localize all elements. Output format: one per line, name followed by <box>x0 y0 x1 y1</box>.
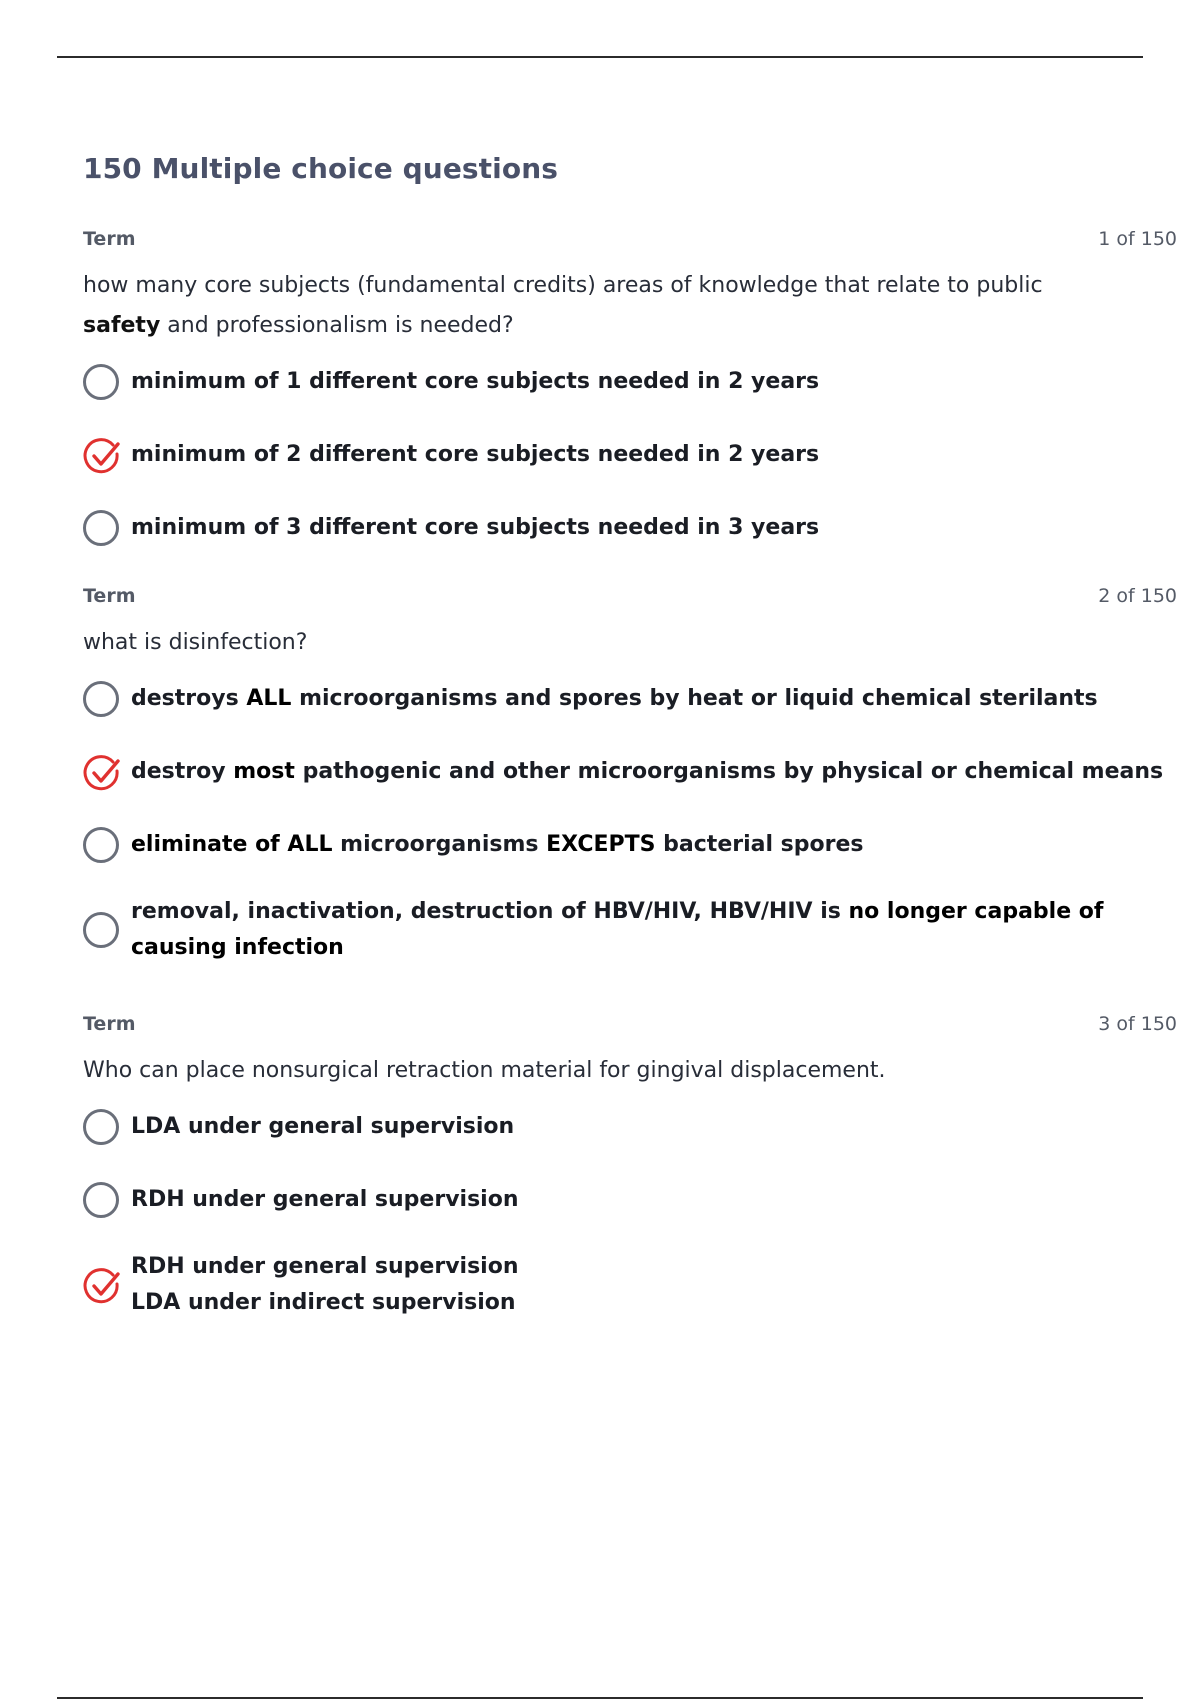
check-circle-icon[interactable] <box>83 437 119 473</box>
question-prompt <box>83 266 1123 346</box>
option-text: RDH under general supervision <box>131 1187 519 1212</box>
radio-circle-icon[interactable] <box>83 827 119 863</box>
prompt-emphasis: safety <box>83 313 161 338</box>
check-circle-icon[interactable] <box>83 1267 119 1303</box>
question-prompt: what is disinfection? <box>83 630 308 655</box>
question-counter: 2 of 150 <box>1098 585 1177 607</box>
prompt-text: and professionalism is needed? <box>160 313 514 338</box>
term-label: Term <box>83 585 136 607</box>
term-label: Term <box>83 1013 136 1035</box>
answer-option[interactable] <box>83 675 1177 723</box>
option-text: LDA under general supervision <box>131 1114 515 1139</box>
option-text: minimum of 2 different core subjects needed in 2 years <box>131 442 820 467</box>
option-text <box>131 1249 519 1321</box>
option-line: RDH under general supervision <box>131 1254 519 1279</box>
radio-circle-icon[interactable] <box>83 912 119 948</box>
radio-circle-icon[interactable] <box>83 364 119 400</box>
answer-option[interactable] <box>83 894 1177 966</box>
answer-options <box>83 358 1177 552</box>
answer-options <box>83 675 1177 966</box>
question-card <box>83 228 1177 577</box>
option-text: destroy most pathogenic and other microorganisms by physical or chemical means <box>131 759 1164 784</box>
answer-option[interactable] <box>83 504 1177 552</box>
question-header <box>83 1013 1177 1037</box>
radio-circle-icon[interactable] <box>83 681 119 717</box>
question-header <box>83 228 1177 252</box>
page-title: 150 Multiple choice questions <box>83 152 559 185</box>
bottom-divider <box>57 1697 1143 1699</box>
question-card <box>83 585 1177 991</box>
question-card <box>83 1013 1177 1346</box>
radio-circle-icon[interactable] <box>83 1109 119 1145</box>
term-label: Term <box>83 228 136 250</box>
answer-option[interactable] <box>83 1176 1177 1224</box>
option-text: minimum of 1 different core subjects needed in 2 years <box>131 369 820 394</box>
answer-option[interactable] <box>83 358 1177 406</box>
question-counter: 1 of 150 <box>1098 228 1177 250</box>
answer-option[interactable] <box>83 1103 1177 1151</box>
option-text: removal, inactivation, destruction of HBV/HIV, HBV/HIV is no longer capable of causing infection <box>131 899 1104 960</box>
answer-option-selected[interactable] <box>83 748 1177 796</box>
option-text: destroys ALL microorganisms and spores by heat or liquid chemical sterilants <box>131 686 1098 711</box>
radio-circle-icon[interactable] <box>83 1182 119 1218</box>
answer-option-selected[interactable] <box>83 431 1177 479</box>
answer-option[interactable] <box>83 821 1177 869</box>
top-divider <box>57 56 1143 58</box>
option-text: minimum of 3 different core subjects needed in 3 years <box>131 515 820 540</box>
check-circle-icon[interactable] <box>83 754 119 790</box>
question-header <box>83 585 1177 609</box>
question-prompt: Who can place nonsurgical retraction material for gingival displacement. <box>83 1058 886 1083</box>
option-text: eliminate of ALL microorganisms EXCEPTS bacterial spores <box>131 832 864 857</box>
answer-options <box>83 1103 1177 1321</box>
question-counter: 3 of 150 <box>1098 1013 1177 1035</box>
answer-option-selected[interactable] <box>83 1249 1177 1321</box>
radio-circle-icon[interactable] <box>83 510 119 546</box>
option-line: LDA under indirect supervision <box>131 1290 516 1315</box>
prompt-text: how many core subjects (fundamental credits) areas of knowledge that relate to public <box>83 273 1043 298</box>
